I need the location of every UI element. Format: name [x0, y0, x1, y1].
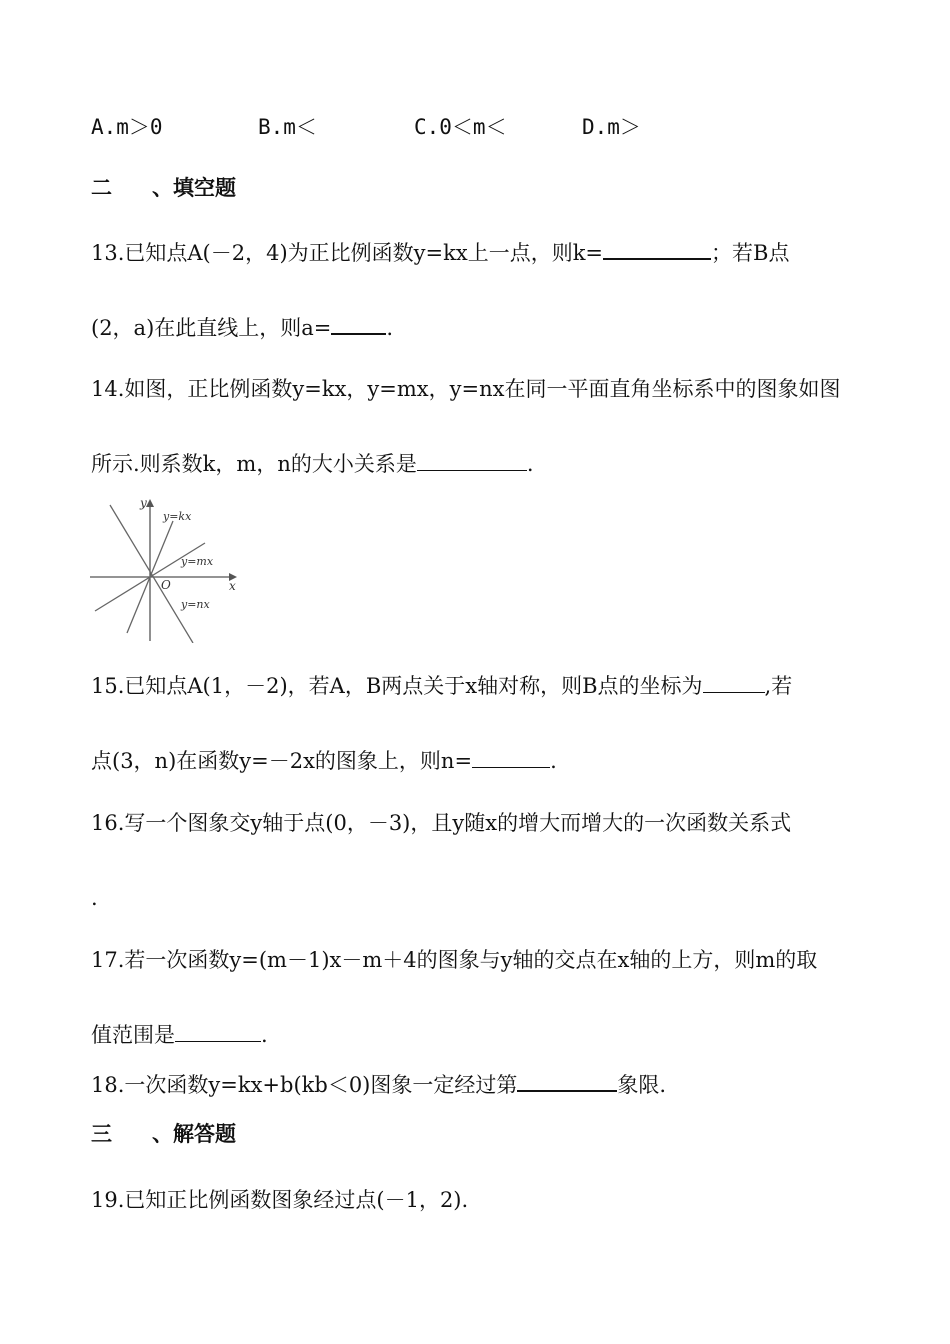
- y-axis-label: y: [140, 496, 147, 510]
- section-heading-fill-in: [91, 174, 236, 202]
- section-title: 、填空题: [152, 176, 236, 200]
- option-c: C.0＜m＜: [414, 115, 507, 139]
- question-13-line-1: [91, 238, 789, 267]
- coordinate-figure: [85, 493, 250, 643]
- q17-text-a: 值范围是: [91, 1023, 175, 1047]
- section-heading-answers: [91, 1120, 236, 1148]
- question-17-line-1: 17.若一次函数y=(m－1)x－m＋4的图象与y轴的交点在x轴的上方，则m的取: [91, 948, 818, 972]
- answer-blank[interactable]: [175, 1021, 261, 1042]
- label-y-kx: y=kx: [163, 510, 192, 523]
- q15-text-d: .: [550, 749, 557, 773]
- answer-blank[interactable]: [603, 238, 711, 260]
- q13-text-a: 13.已知点A(－2，4)为正比例函数y=kx上一点，则k=: [91, 241, 604, 265]
- q13-text-b: ；若B点: [711, 241, 790, 265]
- q18-text-a: 18.一次函数y=kx+b(kb＜0)图象一定经过第: [91, 1073, 518, 1097]
- q15-text-b: ,若: [764, 674, 793, 698]
- answer-blank[interactable]: [517, 1070, 617, 1092]
- label-y-mx: y=mx: [181, 555, 214, 568]
- question-13-line-2: [91, 313, 393, 342]
- question-16-line-2: .: [91, 886, 98, 910]
- option-b: B.m＜: [258, 115, 317, 139]
- q15-text-c: 点(3，n)在函数y=－2x的图象上，则n=: [91, 749, 473, 773]
- line-y-nx: [110, 505, 193, 643]
- x-axis-label: x: [229, 579, 236, 593]
- question-16-line-1: 16.写一个图象交y轴于点(0，－3)，且y随x的增大而增大的一次函数关系式: [91, 811, 792, 835]
- origin-label: O: [161, 578, 171, 592]
- answer-blank[interactable]: [472, 747, 550, 768]
- q14-text-b: .: [526, 452, 534, 476]
- q18-text-b: 象限.: [617, 1073, 667, 1097]
- question-19-line-1: 19.已知正比例函数图象经过点(－1，2).: [91, 1188, 469, 1212]
- q17-text-b: .: [261, 1023, 268, 1047]
- answer-blank[interactable]: [417, 450, 527, 471]
- question-15-line-1: [91, 672, 792, 700]
- question-14-line-2: [91, 450, 534, 478]
- section-number: 三: [91, 1122, 112, 1146]
- question-18: [91, 1070, 666, 1099]
- section-title: 、解答题: [152, 1122, 236, 1146]
- question-14-line-1: 14.如图，正比例函数y=kx，y=mx，y=nx在同一平面直角坐标系中的图象如图: [91, 377, 841, 401]
- y-axis-arrow-icon: [146, 499, 154, 507]
- q13-text-c: (2，a)在此直线上，则a=: [91, 316, 332, 340]
- question-17-line-2: [91, 1021, 268, 1049]
- section-number: 二: [91, 176, 112, 200]
- question-15-line-2: [91, 747, 557, 775]
- option-a: A.m＞0: [91, 115, 163, 139]
- q13-text-d: .: [386, 316, 394, 340]
- q14-text-a: 所示.则系数k，m，n的大小关系是: [91, 452, 417, 476]
- q15-text-a: 15.已知点A(1，－2)，若A，B两点关于x轴对称，则B点的坐标为: [91, 674, 703, 698]
- answer-blank[interactable]: [703, 672, 765, 693]
- label-y-nx: y=nx: [181, 598, 210, 611]
- option-d: D.m＞: [582, 115, 641, 139]
- answer-blank[interactable]: [331, 313, 386, 335]
